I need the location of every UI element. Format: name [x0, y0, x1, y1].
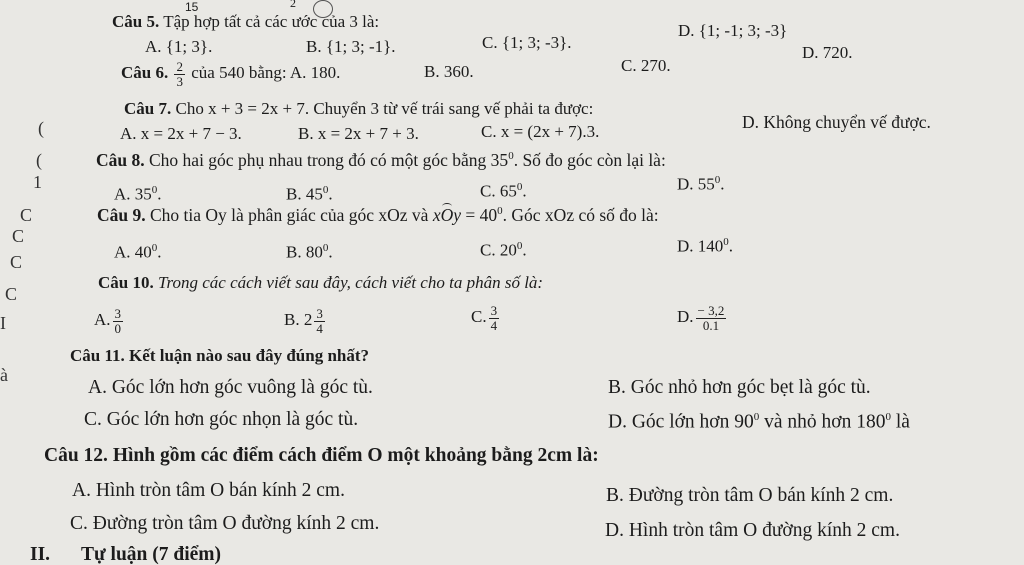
q12-option-d: D. Hình tròn tâm O đường kính 2 cm.	[605, 520, 900, 541]
question-text: của 540 bằng: A. 180.	[191, 63, 341, 83]
question-text: Trong các cách viết sau đây, cách viết cho ta phân số là:	[157, 273, 544, 292]
question-5	[112, 13, 379, 30]
section-title: Tự luận (7 điểm)	[80, 544, 222, 565]
question-text: Cho hai góc phụ nhau trong đó có một góc bằng 35	[149, 149, 509, 170]
question-6	[121, 60, 340, 88]
q5-option-a: A. {1; 3}.	[145, 37, 213, 56]
question-text: Tập hợp tất cả các ước của 3 là:	[163, 12, 380, 31]
q7-option-a: A. x = 2x + 7 − 3.	[120, 124, 242, 143]
q6-option-d: D. 720.	[802, 43, 853, 62]
q9-option-a: A. $40^0$.	[114, 242, 162, 262]
angle-xoy: xOy	[432, 204, 462, 225]
top-number: 15	[185, 0, 199, 14]
q8-option-c: C. $65^0$.	[480, 181, 527, 201]
question-label: Câu 9.	[97, 204, 146, 225]
margin-mark: C	[10, 252, 23, 272]
question-label: Câu 7.	[124, 99, 172, 118]
q10-option-c: C. $\frac{3}{4}$	[471, 303, 498, 333]
question-text: Hình gồm các điểm cách điểm O một khoảng bằng 2cm là:	[112, 445, 599, 466]
question-label: Câu 5.	[112, 12, 160, 31]
section-label: II.	[30, 544, 51, 565]
question-text: Cho x + 3 = 2x + 7. Chuyển 3 từ vế trái sang vế phải ta được:	[175, 99, 594, 118]
q9-option-d: D. $140^0$.	[677, 236, 734, 256]
question-12	[44, 446, 599, 466]
question-9: Câu 9. Cho tia Oy là phân giác của góc xOz và xOy = $40^0$. Góc xOz có số đo là:	[97, 204, 659, 225]
q11-option-a: A. Góc lớn hơn góc vuông là góc tù.	[88, 377, 373, 398]
q11-option-c: C. Góc lớn hơn góc nhọn là góc tù.	[84, 409, 359, 430]
q7-option-b: B. x = 2x + 7 + 3.	[298, 124, 419, 143]
question-label: Câu 8.	[96, 149, 145, 170]
question-label: Câu 12.	[44, 445, 108, 466]
top-mark: 2	[290, 0, 296, 10]
q8-option-d: D. $55^0$.	[677, 174, 725, 194]
q5-option-d: D. {1; -1; 3; -3}	[678, 21, 788, 40]
q10-option-d: D. $\frac{- 3,2}{0.1}$	[677, 303, 725, 333]
q11-option-d: D. Góc lớn hơn $90^0$ và nhỏ hơn $180^0$ là	[608, 411, 910, 433]
margin-mark: C	[20, 205, 33, 225]
q9-option-c: C. $20^0$.	[480, 240, 527, 260]
margin-mark: à	[0, 365, 8, 385]
margin-mark: C	[12, 226, 25, 246]
question-text: Cho tia Oy là phân giác của góc xOz và	[150, 204, 433, 225]
section-2-heading	[30, 545, 221, 565]
question-text: Kết luận nào sau đây đúng nhất?	[129, 346, 370, 365]
q9-option-b: B. $80^0$.	[286, 242, 333, 262]
q10-option-a: A. $\frac{3}{0}$	[94, 306, 122, 336]
q6-option-c: C. 270.	[621, 56, 671, 75]
q5-option-c: C. {1; 3; -3}.	[482, 33, 572, 52]
question-10	[98, 274, 543, 291]
margin-mark: C	[5, 284, 18, 304]
margin-mark: (	[38, 118, 44, 138]
q5-option-b: B. {1; 3; -1}.	[306, 37, 396, 56]
question-label: Câu 11.	[70, 346, 125, 365]
q8-option-b: B. $45^0$.	[286, 184, 333, 204]
q12-option-c: C. Đường tròn tâm O đường kính 2 cm.	[70, 513, 380, 534]
margin-mark: 1	[33, 172, 42, 192]
question-label: Câu 6.	[121, 63, 169, 83]
q7-option-d: D. Không chuyển vế được.	[742, 112, 931, 132]
margin-mark: (	[36, 150, 42, 170]
q7-option-c: C. x = (2x + 7).3.	[481, 122, 600, 141]
question-label: Câu 10.	[98, 273, 154, 292]
q12-option-b: B. Đường tròn tâm O bán kính 2 cm.	[606, 485, 894, 506]
q8-option-a: A. $35^0$.	[114, 184, 162, 204]
question-7	[124, 100, 593, 117]
q11-option-b: B. Góc nhỏ hơn góc bẹt là góc tù.	[608, 377, 871, 398]
q12-option-a: A. Hình tròn tâm O bán kính 2 cm.	[72, 480, 345, 501]
q6-option-b: B. 360.	[424, 62, 474, 81]
question-11	[70, 347, 369, 364]
question-8: Câu 8. Cho hai góc phụ nhau trong đó có một góc bằng $35^0$. Số đo góc còn lại là:	[96, 149, 666, 170]
fraction-two-thirds: $\frac{2}{3}$	[176, 59, 183, 89]
q10-option-b: B. 2 $\frac{3}{4}$	[284, 306, 323, 336]
margin-mark: I	[0, 313, 6, 333]
